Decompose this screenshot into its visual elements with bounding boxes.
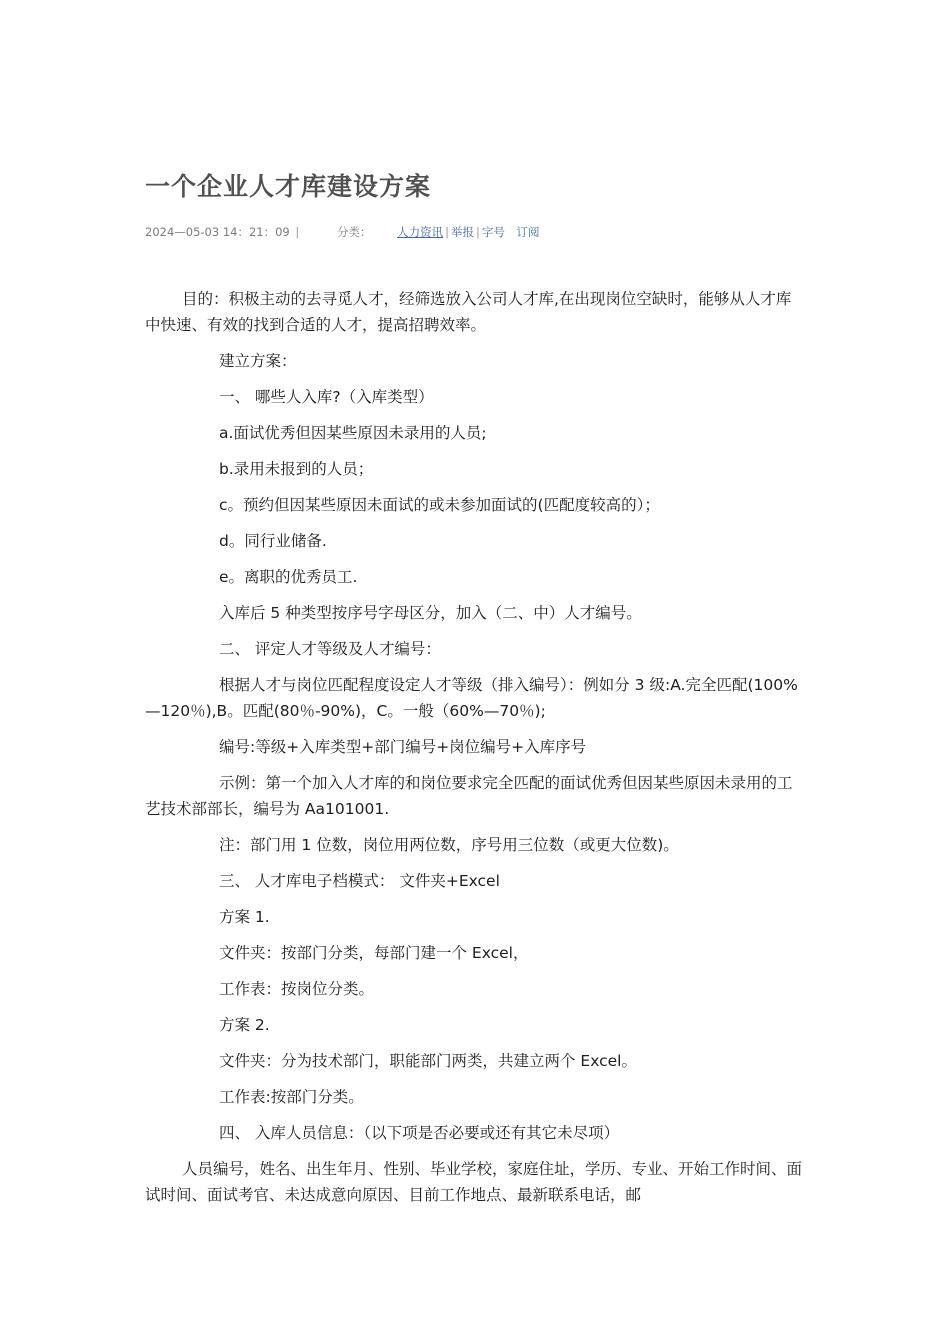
plan-2-heading: 方案 2.: [219, 1016, 270, 1034]
list-item-d: d。同行业储备.: [219, 532, 327, 550]
section-heading-3: 三、 人才库电子档模式： 文件夹+Excel: [219, 872, 500, 890]
plan-2-folder: 文件夹：分为技术部门，职能部门两类，共建立两个 Excel。: [219, 1052, 637, 1070]
list-item-b: b.录用未报到的人员；: [219, 460, 374, 478]
category-label: 分类：: [336, 225, 372, 239]
plan-2-sheet: 工作表:按部门分类。: [219, 1088, 364, 1106]
section-heading-2: 二、 评定人才等级及人才编号：: [219, 640, 441, 658]
meta-divider: |: [475, 225, 480, 239]
article: [145, 170, 805, 1218]
meta-separator: |: [295, 225, 300, 239]
list-item-a: a.面试优秀但因某些原因未录用的人员;: [219, 424, 487, 442]
paragraph-example: 示例：第一个加入人才库的和岗位要求完全匹配的面试优秀但因某些原因未录用的工艺技术部部长，编号为 Aa101001.: [145, 774, 793, 818]
report-link[interactable]: 举报: [450, 225, 474, 239]
paragraph-grading: 根据人才与岗位匹配程度设定人才等级（排入编号）：例如分 3 级:A.完全匹配(100%—120％),B。匹配(80％-90%)，C。一般（60%—70％);: [145, 676, 798, 720]
font-size-link[interactable]: 字号: [481, 225, 505, 239]
plan-1-heading: 方案 1.: [219, 908, 270, 926]
list-item-c: c。预约但因某些原因未面试的或未参加面试的(匹配度较高的）；: [219, 496, 660, 514]
article-body: [145, 286, 805, 1208]
paragraph-note: 注：部门用 1 位数，岗位用两位数，序号用三位数（或更大位数)。: [219, 836, 679, 854]
section-heading-1: 一、 哪些人入库?（入库类型）: [219, 388, 434, 406]
category-link[interactable]: 人力资讯: [397, 225, 444, 239]
article-meta: [145, 224, 805, 240]
paragraph-plan-heading: 建立方案：: [219, 352, 297, 370]
meta-divider: |: [445, 225, 449, 239]
paragraph-numbering: 编号:等级+入库类型+部门编号+岗位编号+入库序号: [219, 738, 587, 756]
list-item-e: e。离职的优秀员工.: [219, 568, 358, 586]
post-datetime: 2024—05-03 14：21：09: [145, 225, 290, 239]
paragraph-fields: 人员编号，姓名、出生年月、性别、毕业学校，家庭住址，学历、专业、开始工作时间、面试时间、面试考官、未达成意向原因、目前工作地点、最新联系电话，邮: [145, 1160, 803, 1204]
plan-1-sheet: 工作表：按岗位分类。: [219, 980, 375, 998]
article-title: 一个企业人才库建设方案: [145, 172, 432, 201]
paragraph-purpose: 目的：积极主动的去寻觅人才，经筛选放入公司人才库,在出现岗位空缺时，能够从人才库中快速、有效的找到合适的人才，提高招聘效率。: [145, 290, 792, 334]
paragraph-storage-note: 入库后 5 种类型按序号字母区分，加入（二、中）人才编号。: [219, 604, 642, 622]
section-heading-4: 四、 入库人员信息：（以下项是否必要或还有其它未尽项）: [219, 1124, 620, 1142]
subscribe-link[interactable]: 订阅: [516, 225, 540, 239]
plan-1-folder: 文件夹：按部门分类，每部门建一个 Excel，: [219, 944, 529, 962]
